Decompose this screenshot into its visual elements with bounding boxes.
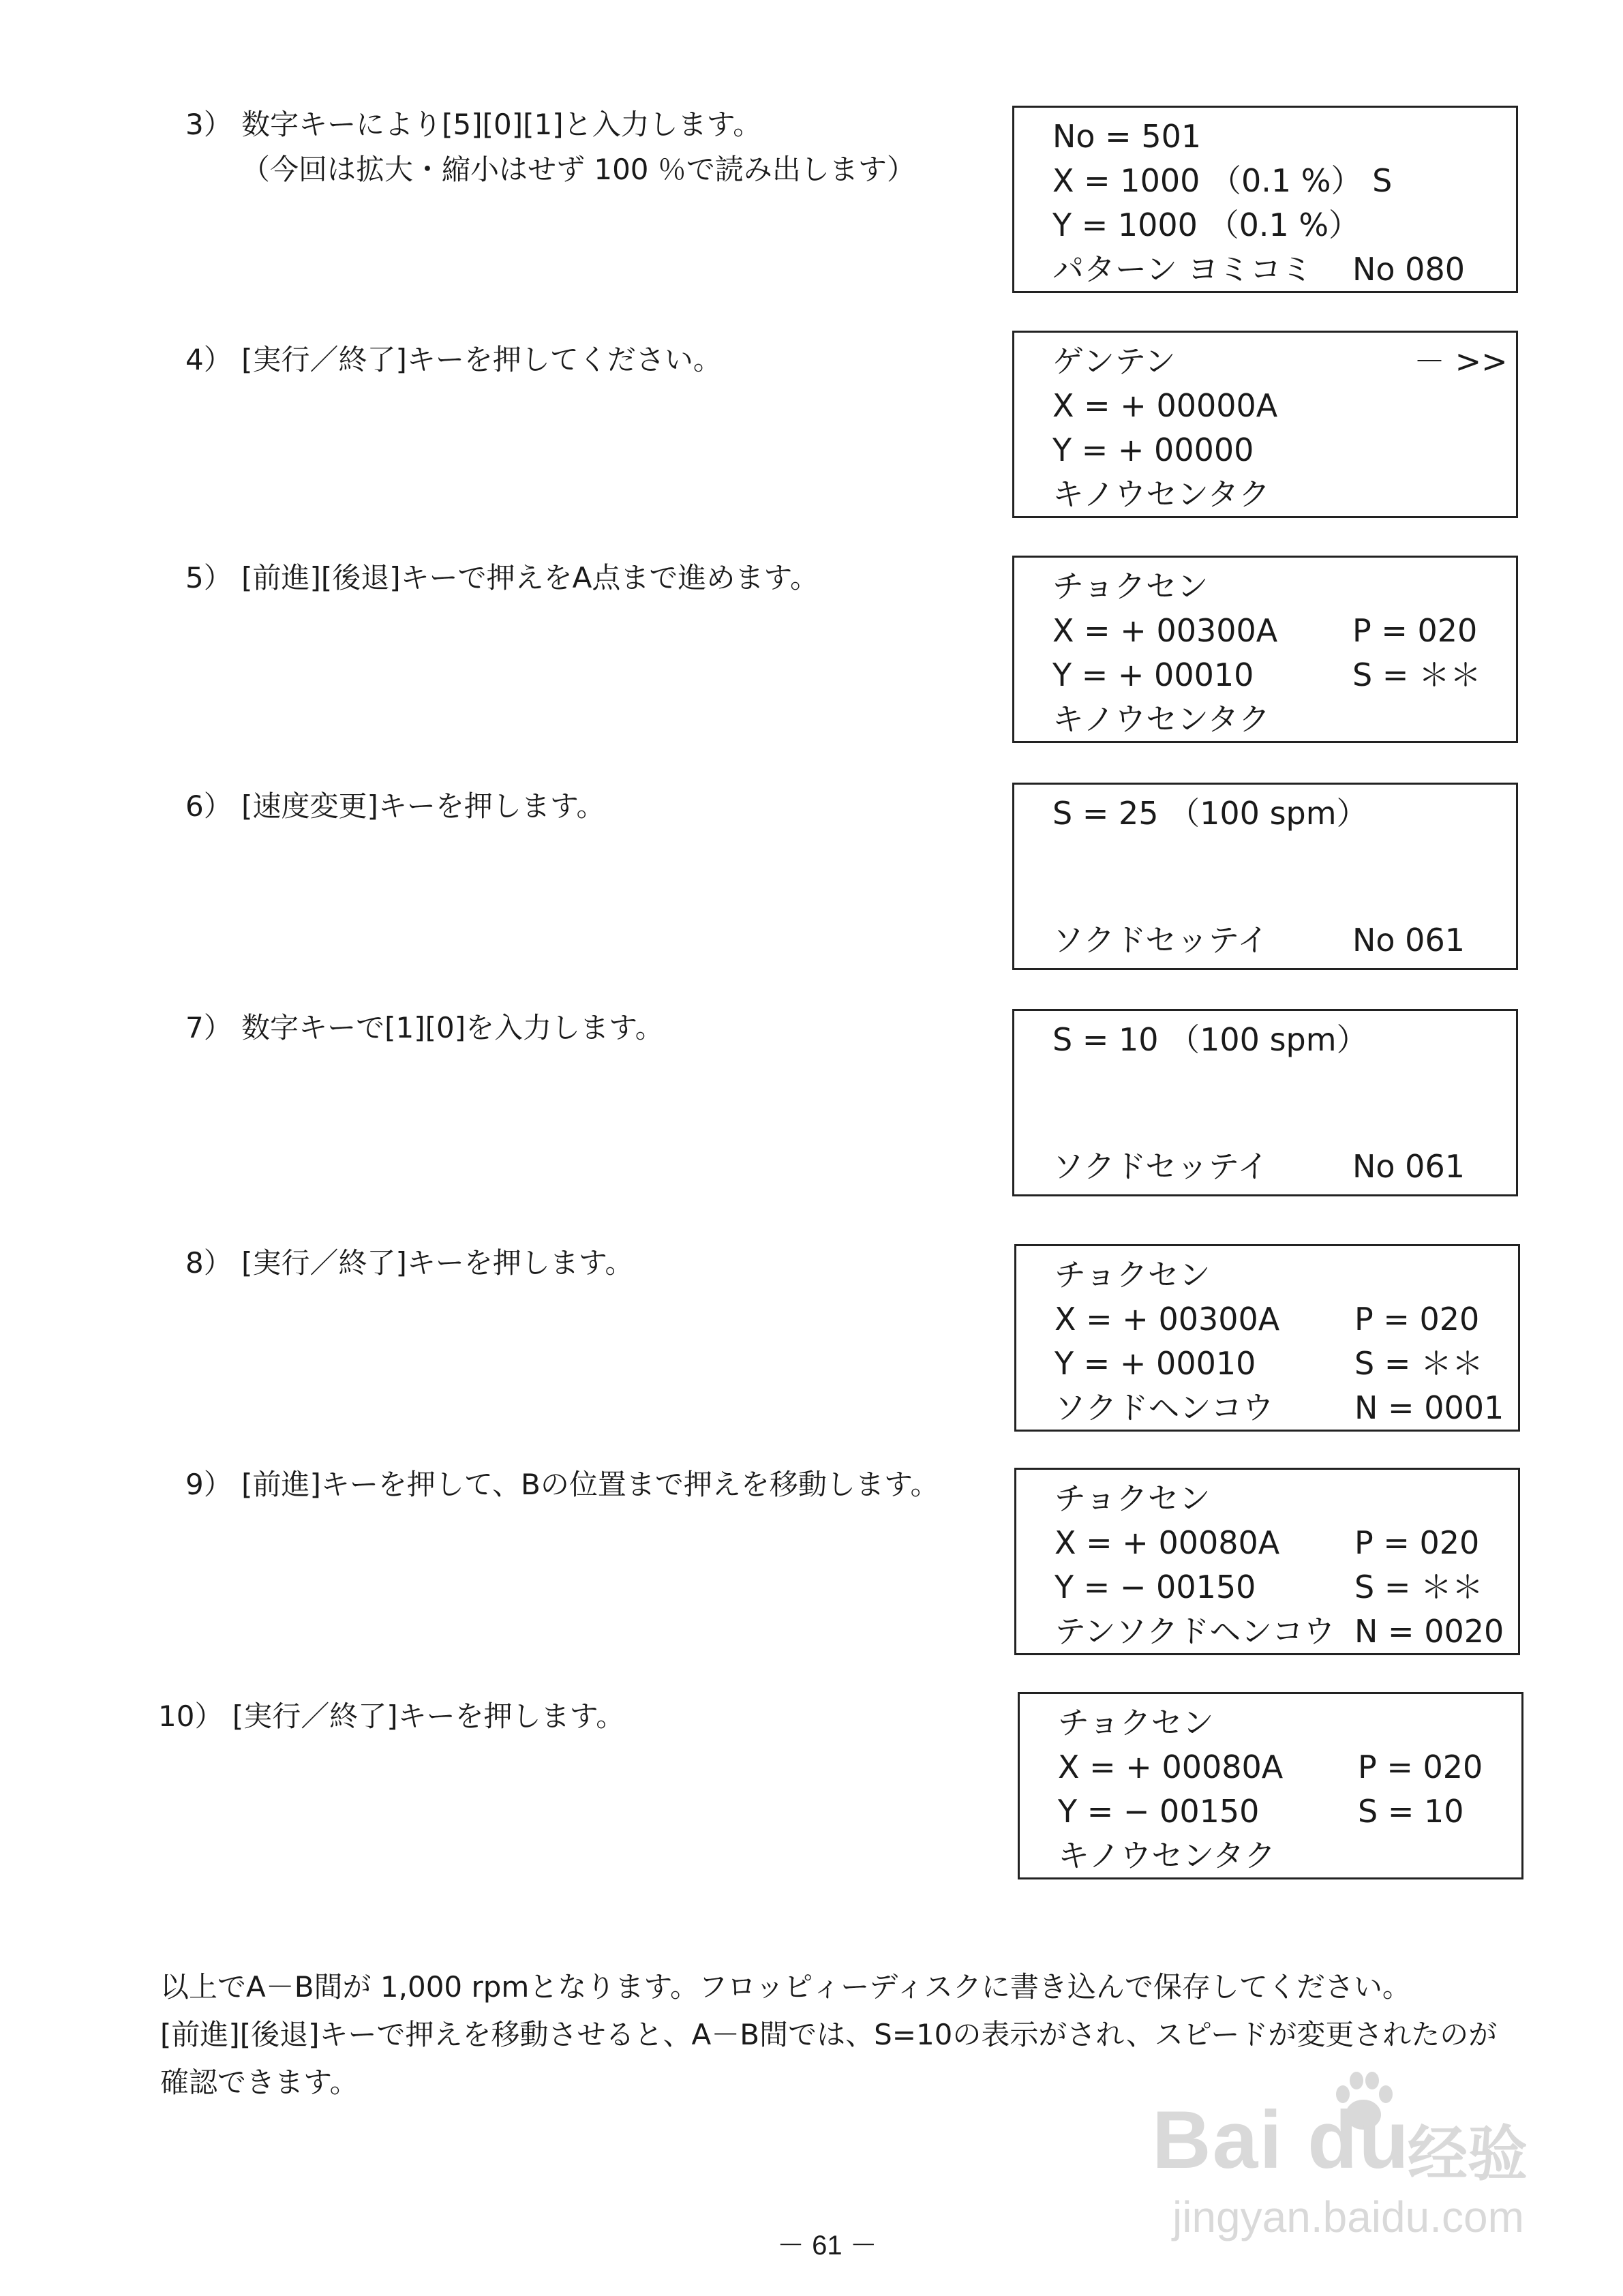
step-5 [185, 556, 819, 601]
lcd-row: キノウセンタク [1058, 1837, 1276, 1874]
lcd-row: Y = 1000 （0.1 %） [1052, 207, 1361, 243]
step-6 [185, 784, 605, 829]
lcd-row: S = 10 （100 spm） [1052, 1021, 1368, 1058]
step-text: [前進]キーを押して、Bの位置まで押えを移動します。 [241, 1468, 939, 1501]
lcd-row: ソクドセッテイ No 061 [1052, 1148, 1465, 1185]
step-number: 10） [158, 1700, 224, 1733]
lcd-row: テンソクドヘンコウ N = 0020 [1055, 1613, 1504, 1650]
step-text: 数字キーにより[5][0][1]と入力します。 [241, 108, 762, 141]
step-number: 3） [185, 108, 232, 141]
step-number: 9） [185, 1468, 232, 1501]
step-note: （今回は拡大・縮小はせず 100 ％で読み出します） [241, 153, 915, 186]
step-number: 6） [185, 789, 232, 823]
step-7 [185, 1006, 664, 1051]
lcd-screen-point-a [1012, 556, 1518, 743]
lcd-screen-speed-10 [1012, 1009, 1518, 1196]
lcd-screen-speed-25 [1012, 783, 1518, 970]
lcd-screen-final [1018, 1692, 1523, 1879]
lcd-row: Y = + 00000 [1052, 432, 1254, 468]
step-text: [実行／終了]キーを押してください。 [241, 343, 722, 376]
step-4 [185, 337, 722, 382]
summary-line: 以上でA－B間が 1,000 rpmとなります。フロッピィーディスクに書き込んで保存してください。 [160, 1970, 1411, 2004]
watermark-url: jingyan.baidu.com [1172, 2192, 1524, 2241]
watermark-label: 经验 [1408, 2119, 1528, 2189]
lcd-row: ゲンテン － >> [1052, 343, 1508, 380]
lcd-row: チョクセン [1058, 1704, 1214, 1741]
lcd-row: チョクセン [1055, 1256, 1211, 1293]
summary-line: 確認できます。 [160, 2066, 359, 2099]
step-10 [158, 1694, 624, 1739]
summary-line: [前進][後退]キーで押えを移動させると、A－B間では、S=10の表示がされ、スピードが変更されたのが [160, 2018, 1498, 2051]
lcd-row: ソクドヘンコウ N = 0001 [1055, 1389, 1504, 1426]
lcd-row: Y = − 00150 S = ＊＊ [1055, 1569, 1483, 1605]
lcd-row: チョクセン [1055, 1480, 1211, 1517]
step-text: [実行／終了]キーを押します。 [232, 1700, 625, 1733]
lcd-row: Y = − 00150 S = 10 [1058, 1793, 1464, 1830]
lcd-row: キノウセンタク [1052, 476, 1271, 513]
watermark-logo: Bai du [1152, 2094, 1410, 2186]
baidu-watermark [1152, 2066, 1534, 2256]
step-9 [185, 1462, 939, 1507]
lcd-screen-speed-change [1014, 1244, 1520, 1432]
lcd-screen-pattern-read [1012, 106, 1518, 293]
lcd-row: パターン ヨミコミ No 080 [1052, 251, 1465, 288]
step-text: [速度変更]キーを押します。 [241, 789, 605, 823]
step-number: 4） [185, 343, 232, 376]
lcd-row: キノウセンタク [1052, 701, 1271, 738]
lcd-row: X = + 00000A [1052, 387, 1278, 424]
step-8 [185, 1241, 634, 1286]
step-text: [前進][後退]キーで押えをA点まで進めます。 [241, 561, 819, 594]
lcd-row: X = + 00300A P = 020 [1055, 1301, 1480, 1338]
lcd-row: ソクドセッテイ No 061 [1052, 922, 1465, 958]
lcd-row: X = 1000 （0.1 %） S [1052, 162, 1393, 199]
lcd-row: X = + 00300A P = 020 [1052, 612, 1478, 649]
lcd-row: S = 25 （100 spm） [1052, 795, 1368, 832]
step-3 [185, 102, 915, 192]
lcd-row: Y = + 00010 S = ＊＊ [1055, 1345, 1483, 1382]
lcd-row: No = 501 [1052, 118, 1202, 155]
lcd-screen-origin [1012, 331, 1518, 518]
lcd-row: Y = + 00010 S = ＊＊ [1052, 656, 1481, 693]
lcd-screen-point-b [1014, 1468, 1520, 1655]
step-text: 数字キーで[1][0]を入力します。 [241, 1011, 664, 1044]
page-number: － 61 － [777, 2231, 877, 2261]
step-text: [実行／終了]キーを押します。 [241, 1246, 634, 1280]
step-number: 5） [185, 561, 232, 594]
lcd-row: X = + 00080A P = 020 [1055, 1524, 1480, 1561]
step-number: 7） [185, 1011, 232, 1044]
lcd-row: チョクセン [1052, 568, 1209, 605]
step-number: 8） [185, 1246, 232, 1280]
lcd-row: X = + 00080A P = 020 [1058, 1749, 1483, 1785]
